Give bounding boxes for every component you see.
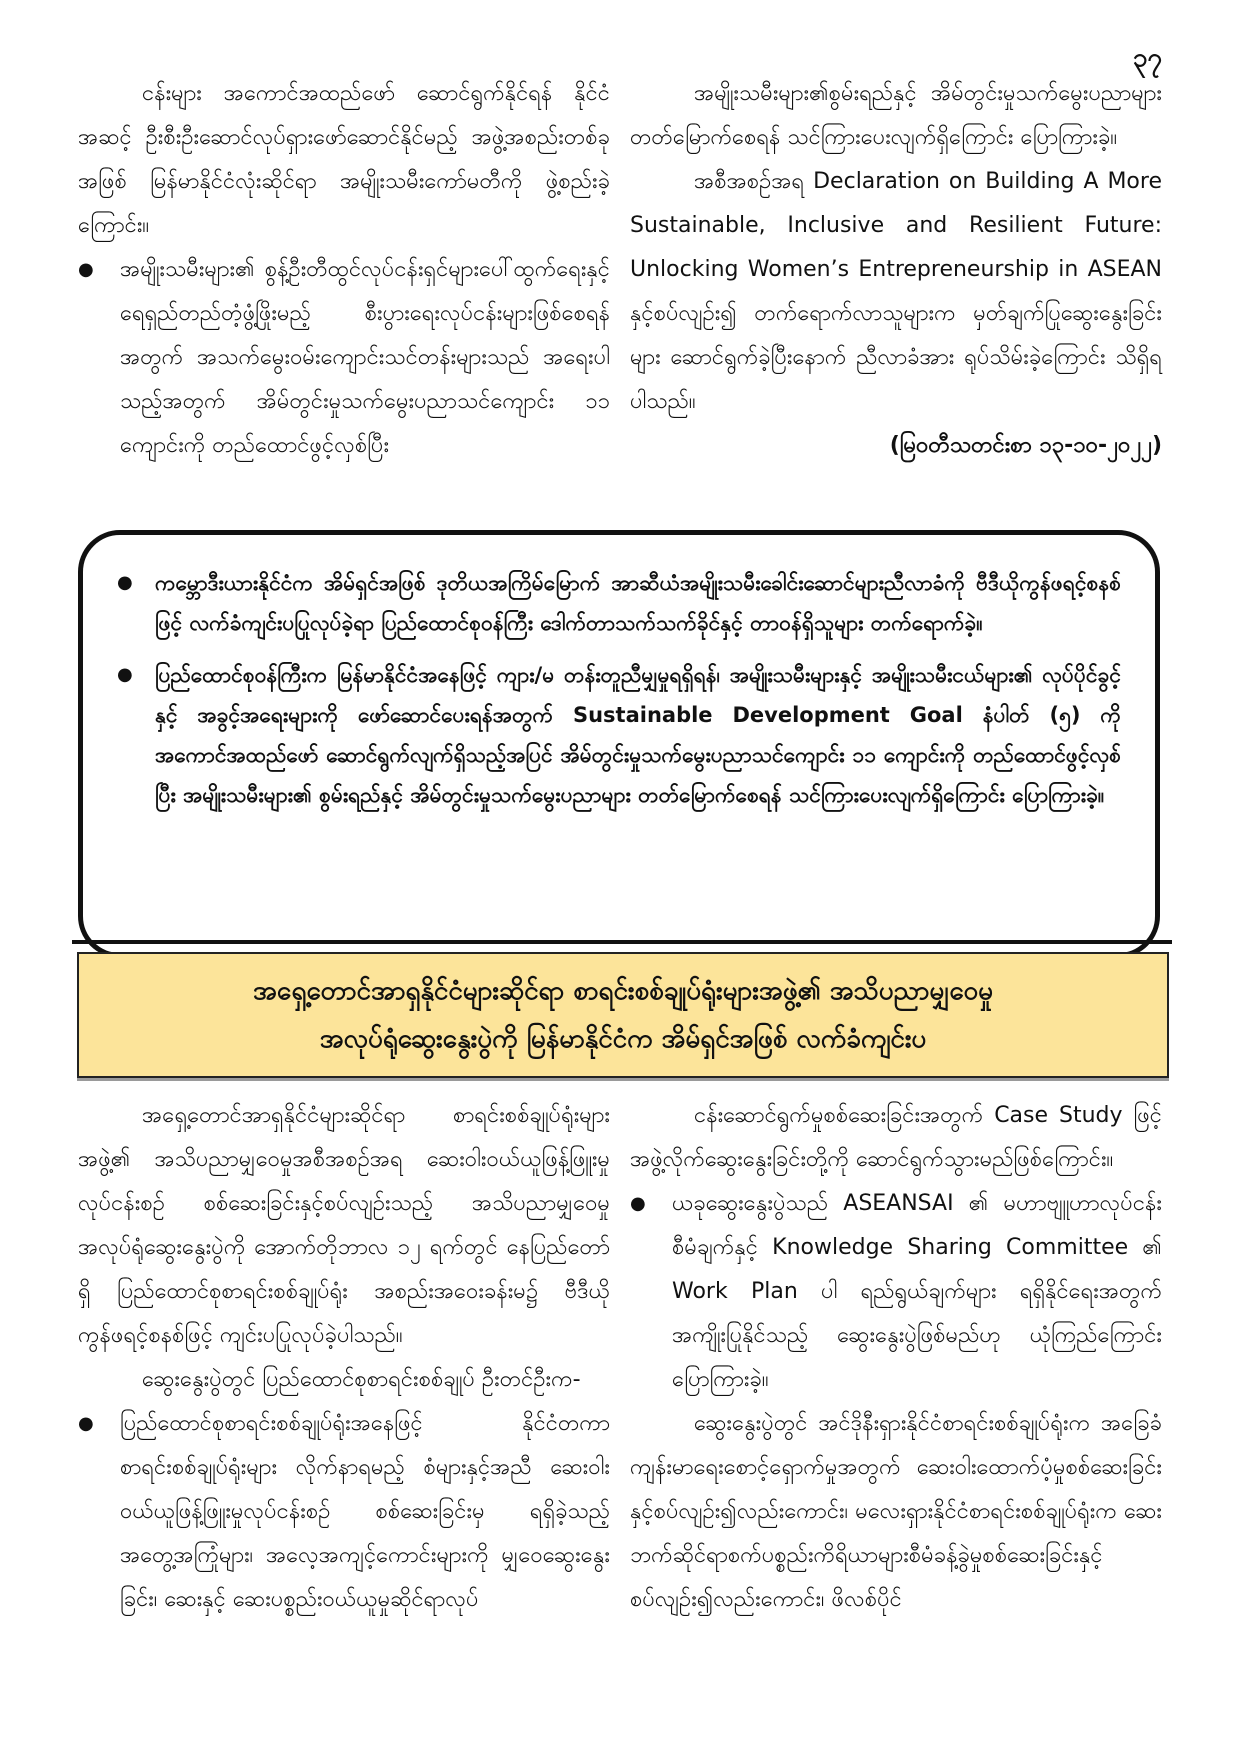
top-right-column xyxy=(630,72,1162,522)
section-divider xyxy=(72,940,1172,944)
top-right-continuation: အမျိုးသမီးများ၏စွမ်းရည်နှင့် အိမ်တွင်းမှုသက်မွေးပညာများ တတ်မြောက်စေရန် သင်ကြားပေးလျက်ရှိကြောင်း ပြောကြားခဲ့။ xyxy=(630,81,1162,150)
bottom-right-bullet-list xyxy=(630,1182,1162,1402)
bottom-left-intro-paragraph: အရှေ့တောင်အာရှနိုင်ငံများဆိုင်ရာ စာရင်းစစ်ချုပ်ရုံးများအဖွဲ့၏ အသိပညာမျှဝေမှုအစီအစဉ်အရ ဆေးဝါးဝယ်ယူဖြန့်ဖြူးမှုလုပ်ငန်းစဉ် စစ်ဆေးခြင်းနှင့်စပ်လျဉ်းသည့် အသိပညာမျှဝေမှု အလုပ်ရုံဆွေးနွေးပွဲကို အောက်တိုဘာလ ၁၂ ရက်တွင် နေပြည်တော်ရှိ ပြည်ထောင်စုစာရင်းစစ်ချုပ်ရုံး အစည်းအဝေးခန်းမ၌ ဗီဒီယိုကွန်ဖရင့်စနစ်ဖြင့် ကျင်းပပြုလုပ်ခဲ့ပါသည်။ xyxy=(78,1103,610,1348)
bottom-left-column xyxy=(78,1094,610,1734)
headline-line-1: အရှေ့တောင်အာရှနိုင်ငံများဆိုင်ရာ စာရင်းစစ်ချုပ်ရုံးများအဖွဲ့၏ အသိပညာမျှဝေမှု xyxy=(253,976,993,1006)
top-left-bullet-item: ● အမျိုးသမီးများ၏ စွန့်ဦးတီထွင်လုပ်ငန်းရှင်များပေါ်ထွက်ရေးနှင့် ရေရှည်တည်တံ့ဖွံ့ဖြိုးမည့် စီးပွားရေးလုပ်ငန်းများဖြစ်စေရန်အတွက် အသက်မွေးဝမ်းကျောင်းသင်တန်းများသည် အရေးပါသည့်အတွက် အိမ်တွင်းမှုသက်မွေးပညာသင်ကျောင်း ၁၁ ကျောင်းကို တည်ထောင်ဖွင့်လှစ်ပြီး xyxy=(78,248,610,468)
bottom-left-bullet-item: ● ပြည်ထောင်စုစာရင်းစစ်ချုပ်ရုံးအနေဖြင့် နိုင်ငံတကာစာရင်းစစ်ချုပ်ရုံးများ လိုက်နာရမည့် စံများနှင့်အညီ ဆေးဝါးဝယ်ယူဖြန့်ဖြူးမှုလုပ်ငန်းစဉ် စစ်ဆေးခြင်းမှ ရရှိခဲ့သည့် အတွေ့အကြုံများ၊ အလေ့အကျင့်ကောင်းများကို မျှဝေဆွေးနွေးခြင်း၊ ဆေးနှင့် ဆေးပစ္စည်းဝယ်ယူမှုဆိုင်ရာလုပ် xyxy=(78,1402,610,1622)
article-headline-banner xyxy=(77,952,1169,1078)
bottom-right-bullet-item: ● ယခုဆွေးနွေးပွဲသည် ASEANSAI ၏ မဟာဗျူဟာလုပ်ငန်းစီမံချက်နှင့် Knowledge Sharing Committee ၏ Work Plan ပါ ရည်ရွယ်ချက်များ ရရှိနိုင်ရေးအတွက် အကျိုးပြုနိုင်သည့် ဆွေးနွေးပွဲဖြစ်မည်ဟု ယုံကြည်ကြောင်း ပြောကြားခဲ့။ xyxy=(630,1182,1162,1402)
top-right-paragraph: အစီအစဉ်အရ Declaration on Building A More Sustainable, Inclusive and Resilient Future: Unlocking Women’s Entrepreneurship in ASEAN နှင့်စပ်လျဉ်း၍ တက်ရောက်လာသူများက မှတ်ချက်ပြုဆွေးနွေးခြင်းများ ဆောင်ရွက်ခဲ့ပြီးနောက် ညီလာခံအား ရုပ်သိမ်းခဲ့ကြောင်း သိရှိရပါသည်။ xyxy=(630,169,1162,414)
bottom-right-column xyxy=(630,1094,1162,1734)
bottom-left-speaker-paragraph: ဆွေးနွေးပွဲတွင် ပြည်ထောင်စုစာရင်းစစ်ချုပ် ဦးတင်ဦးက- xyxy=(142,1367,581,1392)
headline-line-2: အလုပ်ရုံဆွေးနွေးပွဲကို မြန်မာနိုင်ငံက အိမ်ရှင်အဖြစ် လက်ခံကျင်းပ xyxy=(319,1024,927,1054)
summary-callout-box xyxy=(78,530,1160,958)
news-source-citation: (မြဝတီသတင်းစာ ၁၃-၁၀-၂၀၂၂) xyxy=(889,433,1162,458)
bottom-right-paragraph: ဆွေးနွေးပွဲတွင် အင်ဒိုနီးရှားနိုင်ငံစာရင်းစစ်ချုပ်ရုံးက အခြေခံကျန်းမာရေးစောင့်ရှောက်မှုအတွက် ဆေးဝါးထောက်ပံ့မှုစစ်ဆေးခြင်းနှင့်စပ်လျဉ်း၍လည်းကောင်း၊ မလေးရှားနိုင်ငံစာရင်းစစ်ချုပ်ရုံးက ဆေးဘက်ဆိုင်ရာစက်ပစ္စည်းကိရိယာများစီမံခန့်ခွဲမှုစစ်ဆေးခြင်းနှင့်စပ်လျဉ်း၍လည်းကောင်း၊ ဖိလစ်ပိုင် xyxy=(630,1411,1162,1612)
top-left-bullet-list xyxy=(78,248,610,468)
bottom-left-bullet-list xyxy=(78,1402,610,1622)
callout-bullet-1: ● ကမ္ဘောဒီးယားနိုင်ငံက အိမ်ရှင်အဖြစ် ဒုတိယအကြိမ်မြောက် အာဆီယံအမျိုးသမီးခေါင်းဆောင်များညီလာခံကို ဗီဒီယိုကွန်ဖရင့်စနစ်ဖြင့် လက်ခံကျင်းပပြုလုပ်ခဲ့ရာ ပြည်ထောင်စုဝန်ကြီး ဒေါက်တာသက်သက်ခိုင်နှင့် တာဝန်ရှိသူများ တက်ရောက်ခဲ့။ xyxy=(117,563,1121,643)
bottom-right-continuation: ငန်းဆောင်ရွက်မှုစစ်ဆေးခြင်းအတွက် Case Study ဖြင့် အဖွဲ့လိုက်ဆွေးနွေးခြင်းတို့ကို ဆောင်ရွက်သွားမည်ဖြစ်ကြောင်း။ xyxy=(630,1103,1162,1172)
callout-bullet-2: ● ပြည်ထောင်စုဝန်ကြီးက မြန်မာနိုင်ငံအနေဖြင့် ကျား/မ တန်းတူညီမျှမှုရရှိရန်၊ အမျိုးသမီးများနှင့် အမျိုးသမီးငယ်များ၏ လုပ်ပိုင်ခွင့်နှင့် အခွင့်အရေးများကို ဖော်ဆောင်ပေးရန်အတွက် Sustainable Development Goal နံပါတ် (၅) ကို အကောင်အထည်ဖော် ဆောင်ရွက်လျက်ရှိသည့်အပြင် အိမ်တွင်းမှုသက်မွေးပညာသင်ကျောင်း ၁၁ ကျောင်းကို တည်ထောင်ဖွင့်လှစ်ပြီး အမျိုးသမီးများ၏ စွမ်းရည်နှင့် အိမ်တွင်းမှုသက်မွေးပညာများ တတ်မြောက်စေရန် သင်ကြားပေးလျက်ရှိကြောင်း ပြောကြားခဲ့။ xyxy=(117,655,1121,815)
callout-bullet-list xyxy=(117,563,1121,815)
top-left-continuation: ငန်းများ အကောင်အထည်ဖော် ဆောင်ရွက်နိုင်ရန် နိုင်ငံအဆင့် ဦးစီးဦးဆောင်လုပ်ရှားဖော်ဆောင်နိုင်မည့် အဖွဲ့အစည်းတစ်ခုအဖြစ် မြန်မာနိုင်ငံလုံးဆိုင်ရာ အမျိုးသမီးကော်မတီကို ဖွဲ့စည်းခဲ့ကြောင်း။ xyxy=(78,81,610,238)
top-left-column xyxy=(78,72,610,508)
page-number: ၃၇ xyxy=(1132,43,1162,73)
